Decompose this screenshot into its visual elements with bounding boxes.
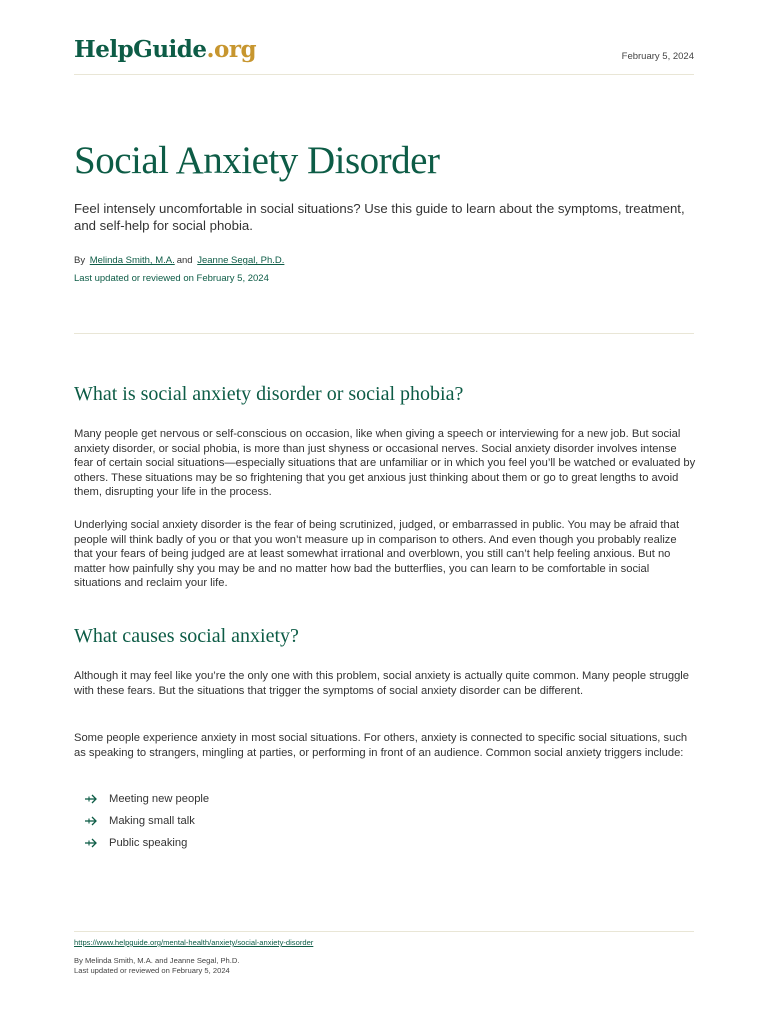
site-header [74, 36, 694, 74]
list-item-label: Meeting new people [109, 793, 210, 805]
intro-divider [74, 333, 694, 334]
arrow-right-icon [84, 792, 98, 806]
logo-suffix: .org [206, 36, 257, 63]
header-date: February 5, 2024 [621, 51, 694, 62]
section-heading-causes: What causes social anxiety? [74, 625, 299, 647]
last-updated: Last updated or reviewed on February 5, 2024 [74, 273, 269, 284]
arrow-right-icon [84, 814, 98, 828]
article-lede: Feel intensely uncomfortable in social situations? Use this guide to learn about the symptoms, treatment, and self-help for social phobia. [74, 201, 685, 233]
section-1-paragraph-2: Underlying social anxiety disorder is the fear of being scrutinized, judged, or embarrassed in public. You may be afraid that people will think badly of you or that you won’t measure up in comparison to others. And even though you probably realize that your fears of being judged are at least somewhat irrational and overblown, you still can’t help feeling anxious. But no matter how painfully shy you may be and no matter how bad the butterflies, you can learn to be comfortable in social situations and reclaim your life. [74, 519, 680, 590]
footer-byline: By Melinda Smith, M.A. and Jeanne Segal, Ph.D. [74, 956, 240, 965]
list-item-label: Making small talk [109, 815, 195, 827]
byline [74, 255, 286, 266]
section-2-paragraph-1: Although it may feel like you’re the only one with this problem, social anxiety is actually quite common. Many people struggle with these fears. But the situations that trigger the symptoms of social anxiety disorder can be different. [74, 670, 690, 697]
section-2-paragraph-2: Some people experience anxiety in most social situations. For others, anxiety is connected to specific social situations, such as speaking to strangers, mingling at parties, or performing in front of an audience. Common social anxiety triggers include: [74, 732, 688, 759]
list-item [84, 813, 209, 835]
author-link-jeanne-segal[interactable]: Jeanne Segal, Ph.D. [197, 255, 285, 266]
section-heading-what-is: What is social anxiety disorder or social phobia? [74, 383, 464, 405]
author-link-melinda-smith[interactable]: Melinda Smith, M.A. [89, 255, 175, 266]
arrow-right-icon [84, 836, 98, 850]
helpguide-logo[interactable] [74, 36, 256, 63]
list-item [84, 791, 209, 813]
by-label: By [74, 255, 86, 266]
list-item [84, 835, 209, 857]
and-label: and [176, 255, 193, 266]
header-divider [74, 74, 694, 75]
footer-divider [74, 931, 694, 932]
logo-main: HelpGuide [74, 36, 207, 63]
section-1-paragraph-1: Many people get nervous or self-conscious on occasion, like when giving a speech or interviewing for a new job. But social anxiety disorder, or social phobia, is more than just shyness or occasional nerves. Social anxiety disorder involves intense fear of certain social situations—especially situations that are unfamiliar or in which you feel you’ll be watched or evaluated by others. These situations may be so frightening that you get anxious just thinking about them or go to great lengths to avoid them, disrupting your life in the process. [74, 428, 696, 499]
triggers-list [84, 791, 209, 857]
list-item-label: Public speaking [109, 837, 188, 849]
footer-source-link[interactable]: https://www.helpguide.org/mental-health/anxiety/social-anxiety-disorder [74, 938, 314, 947]
page-title: Social Anxiety Disorder [74, 139, 440, 182]
footer-last-updated: Last updated or reviewed on February 5, 2024 [74, 966, 230, 975]
